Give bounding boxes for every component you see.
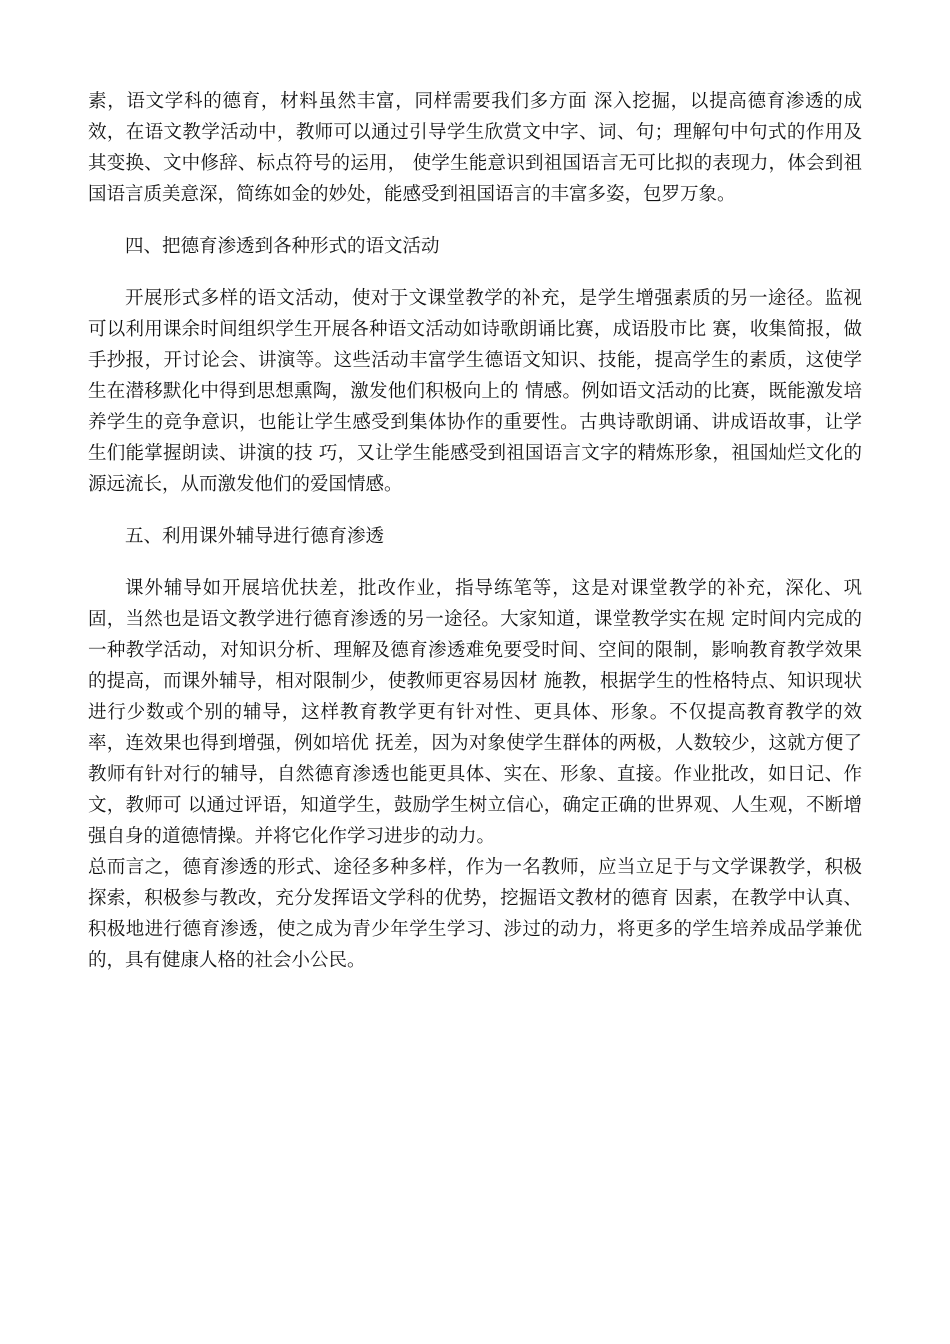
paragraph-activities: 开展形式多样的语文活动，使对于文课堂教学的补充，是学生增强素质的另一途径。监视可以利用课余时间组织学生开展各种语文活动如诗歌朗诵比赛，成语股市比 赛，收集简报，做手抄报，开讨论会、讲演等。这些活动丰富学生德语文知识、技能，提高学生的素质，这使学生在潜移默化中得到思想熏陶，激发他们积极向上的 情感。例如语文活动的比赛，既能激发培养学生的竞争意识，也能让学生感受到集体协作的重要性。古典诗歌朗诵、讲成语故事，让学生们能掌握朗读、讲演的技 巧，又让学生能感受到祖国语言文字的精炼形象，祖国灿烂文化的源远流长，从而激发他们的爱国情感。 bbox=[88, 288, 862, 495]
document-body bbox=[88, 86, 862, 976]
paragraph-tutoring: 课外辅导如开展培优扶差，批改作业，指导练笔等，这是对课堂教学的补充，深化、巩固，当然也是语文教学进行德育渗透的另一途径。大家知道，课堂教学实在规 定时间内完成的一种教学活动，对知识分析、理解及德育渗透难免要受时间、空间的限制，影响教育教学效果的提高，而课外辅导，相对限制少，使教师更容易因材 施教，根据学生的性格特点、知识现状进行少数或个别的辅导，这样教育教学更有针对性、更具体、形象。不仅提高教育教学的效率，连效果也得到增强，例如培优 抚差，因为对象使学生群体的两极，人数较少，这就方便了教师有针对行的辅导，自然德育渗透也能更具体、实在、形象、直接。作业批改，如日记、作文，教师可 以通过评语，知道学生，鼓励学生树立信心，确定正确的世界观、人生观，不断增强自身的道德情操。并将它化作学习进步的动力。 bbox=[88, 578, 862, 847]
section-heading-4: 四、把德育渗透到各种形式的语文活动 bbox=[125, 236, 440, 257]
paragraph-conclusion: 总而言之，德育渗透的形式、途径多种多样，作为一名教师，应当立足于与文学课教学，积极探索，积极参与教改，充分发挥语文学科的优势，挖掘语文教材的德育 因素，在教学中认真、积极地进行德育渗透，使之成为青少年学生学习、涉过的动力，将更多的学生培养成品学兼优的，具有健康人格的社会小公民。 bbox=[88, 857, 862, 971]
paragraph-continuation: 素，语文学科的德育，材料虽然丰富，同样需要我们多方面 深入挖掘，以提高德育渗透的成效，在语文教学活动中，教师可以通过引导学生欣赏文中字、词、句；理解句中句式的作用及其变换、文中修辞、标点符号的运用， 使学生能意识到祖国语言无可比拟的表现力，体会到祖国语言质美意深，简练如金的妙处，能感受到祖国语言的丰富多姿，包罗万象。 bbox=[88, 91, 862, 205]
section-heading-5: 五、利用课外辅导进行德育渗透 bbox=[125, 526, 385, 547]
